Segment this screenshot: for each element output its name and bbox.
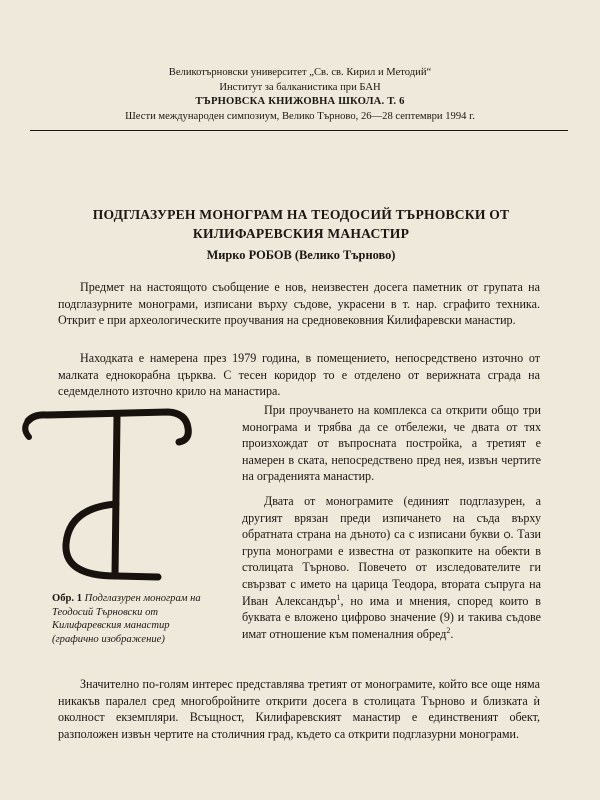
paragraph-3: При проучването на комплекса са открити общо три монограма и трябва да се отбележи, че двата от тях произхождат от въпросната постройка, а третият е намерен в ската, непосредствено пред нея, извън чертите на ограденията манастир. — [242, 403, 541, 484]
paragraph-4-part-d: . — [450, 626, 454, 641]
article-author: Мирко РОБОВ (Велико Търново) — [206, 248, 396, 262]
figure-caption-text: Подглазурен монограм на Теодосий Търновски от Килифаревския манастир (графично изображение) — [52, 593, 201, 645]
paragraph-4-part-a: Двата от монограмите (единият подглазурен, а другият врязан преди изпичането на съда върху обратната страна на дъното) са с изписани букви — [242, 494, 541, 542]
paragraph-4-part-c: , но има и мнения, според които в буквата е вложено цифрово значение (9) и такива съдове имат отношение към поменалния обред — [242, 593, 541, 641]
publication-header — [30, 66, 570, 124]
header-series: ТЪРНОВСКА КНИЖОВНА ШКОЛА. Т. 6 — [195, 96, 405, 108]
monogram-vertical-stem — [115, 416, 117, 576]
monogram-drawing — [14, 404, 214, 604]
paragraph-1: Предмет на настоящото съобщение е нов, неизвестен досега паметник от групата на подглазурните монограми, изписани върху съдове, украсени в т. нар. сграфито техника. Открит е при археологическите проучвания на средновековния Килифаревски манастир. — [58, 280, 540, 328]
paragraph-4-part-b: . Тази група монограми е известна от разкопките на обекти в столицата Търново. Повечето от изследователите ги свързват с името на царица Теодора, втората съпруга на Иван Александър — [242, 527, 542, 608]
title-line-2: КИЛИФАРЕВСКИЯ МАНАСТИР — [192, 226, 410, 241]
monogram-letter-glyph: ѻ — [503, 527, 511, 542]
header-divider — [30, 130, 568, 131]
footnote-ref-2[interactable]: 2 — [446, 625, 451, 635]
footnote-ref-1[interactable]: 1 — [336, 592, 341, 602]
paragraph-4 — [242, 493, 541, 642]
figure-label: Обр. 1 — [52, 593, 83, 604]
figure-caption — [52, 592, 202, 646]
header-university: Великотърновски университет „Св. св. Кирил и Методий“ — [168, 67, 432, 78]
monogram-top-bar — [28, 412, 188, 442]
article-title — [36, 205, 566, 243]
header-institute: Институт за балканистика при БАН — [219, 81, 381, 93]
title-line-1: ПОДГЛАЗУРЕН МОНОГРАМ НА ТЕОДОСИЙ ТЪРНОВСКИ ОТ — [92, 207, 510, 222]
paragraph-2: Находката е намерена през 1979 година, в помещението, непосредствено източно от малката еднокорабна църква. С тесен коридор то е отделено от верижната сграда на седемделното източно крило на манастира. — [58, 351, 540, 399]
header-symposium: Шести международен симпозиум, Велико Търново, 26—28 септември 1994 г. — [125, 110, 475, 122]
monogram-left-hook — [25, 421, 29, 437]
monogram-figure — [14, 404, 214, 604]
paragraph-5: Значително по-голям интерес представлява третият от монограмите, който все още няма никакъв паралел сред многобройните открити досега в столицата Търново и близката ѝ околност екземпляри. Всъщност, Килифаревският манастир е единственият обект, разположен извън чертите на столичния град, където са открити подглазурни монограми. — [58, 677, 540, 741]
